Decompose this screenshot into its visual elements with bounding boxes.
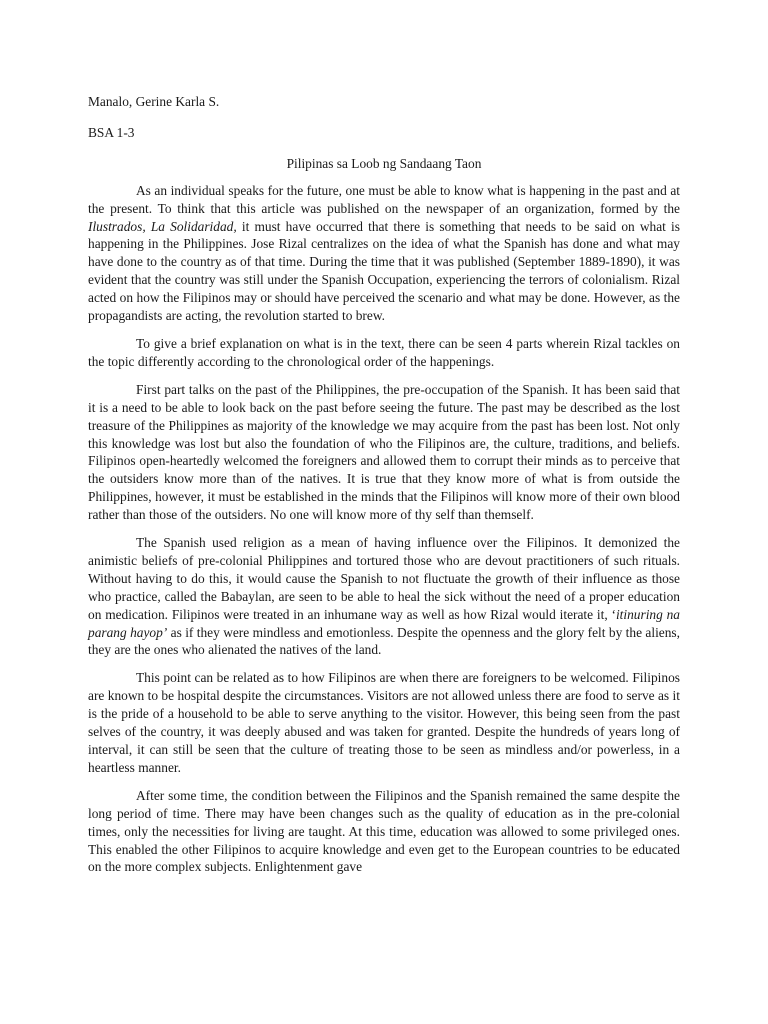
paragraph-4 <box>88 534 680 659</box>
paragraph-6: After some time, the condition between the Filipinos and the Spanish remained the same despite the long period of time. There may have been changes such as the quality of education as in the pre-colonial times, only the necessities for living are taught. At this time, education was allowed to some privileged ones. This enabled the other Filipinos to acquire knowledge and even get to the European countries to be educated on the more complex subjects. Enlightenment gave <box>88 787 680 875</box>
author-name: Manalo, Gerine Karla S. <box>88 94 220 109</box>
paragraph-1 <box>88 182 680 325</box>
paragraph-1-italic: Ilustrados, La Solidaridad, <box>88 218 237 234</box>
paragraph-4-italic: itinuring na parang hayop’ <box>88 606 681 640</box>
paragraph-1-text-c: it must have occurred that there is something that needs to be said on what is happening in the Philippines. Jose Rizal centralizes on the idea of what the Spanish has done and what may have done to the country as of that time. During the time that it was published (September 1889-1890), it was evident that the country was still under the Spanish Occupation, experiencing the terrors of colonialism. Rizal acted on how the Filipinos may or should have perceived the scenario and what may be done. However, as the propagandists are acting, the revolution started to brew. <box>88 218 680 324</box>
paragraph-1-text-a: As an individual speaks for the future, one must be able to know what is happening in the past and at the present. To think that this article was published on the newspaper of an organization, formed by the <box>88 182 680 216</box>
document-body <box>88 93 680 886</box>
paragraph-5: This point can be related as to how Filipinos are when there are foreigners to be welcomed. Filipinos are known to be hospital despite the circumstances. Visitors are not allowed unless there are food to serve as it is the pride of a household to be able to serve anything to the visitor. However, this being seen from the past selves of the country, it was deeply abused and was taken for granted. Despite the hundreds of years long of interval, it can still be seen that the culture of treating those to be seen as mindless and/or powerless, in a heartless manner. <box>88 670 680 775</box>
paragraph-2: To give a brief explanation on what is in the text, there can be seen 4 parts wherein Rizal tackles on the topic differently according to the chronological order of the happenings. <box>88 335 680 369</box>
paragraph-4-text-a: The Spanish used religion as a mean of having influence over the Filipinos. It demonized the animistic beliefs of pre-colonial Philippines and tortured those who are devout practitioners of such rituals. Without having to do this, it would cause the Spanish to not fluctuate the growth of their influence as those who practice, called the Babaylan, are seen to be able to heal the sick without the need of a proper education on medication. Filipinos were treated in an inhumane way as well as how Rizal would iterate it, ‘ <box>88 535 680 622</box>
paragraph-4-text-c: as if they were mindless and emotionless. Despite the openness and the glory felt by the aliens, they are the ones who alienated the natives of the land. <box>88 624 680 658</box>
section-code: BSA 1-3 <box>88 124 135 140</box>
paragraph-3: First part talks on the past of the Philippines, the pre-occupation of the Spanish. It has been said that it is a need to be able to look back on the past before seeing the future. The past may be described as the lost treasure of the Philippines as majority of the knowledge we may acquire from the past has been lost. Not only this knowledge was lost but also the foundation of who the Filipinos are, the culture, traditions, and beliefs. Filipinos open-heartedly welcomed the foreigners and allowed them to corrupt their minds as to perceive that the outsiders know more than of the natives. It is true that they know more of what is from outside the Philippines, however, it must be established in the minds that the Filipinos will know more of their own blood rather than those of the outsiders. No one will know more of thy self than themself. <box>88 381 680 523</box>
document-title: Pilipinas sa Loob ng Sandaang Taon <box>286 155 482 171</box>
